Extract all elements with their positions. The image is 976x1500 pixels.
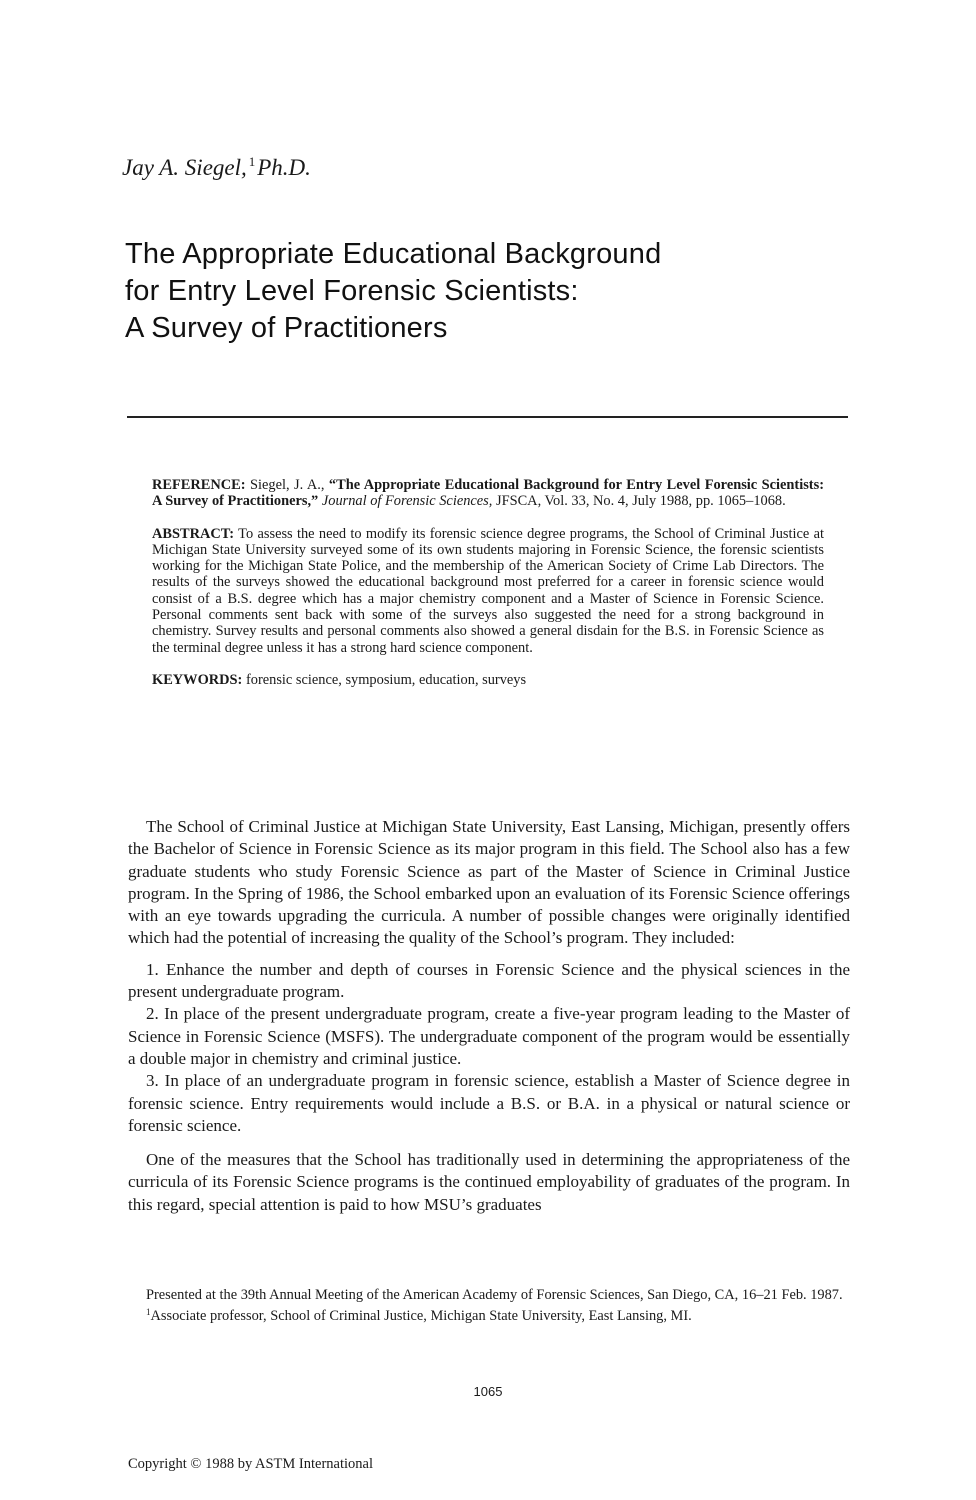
author-line [122,154,311,181]
list-item: 2. In place of the present undergraduate program, create a five-year program leading to the Master of Science in Forensic Science (MSFS). The undergraduate component of the program would be essentially a double major in chemistry and criminal justice. [128,1004,850,1068]
abstract-block [152,526,824,656]
author-degree: Ph.D. [257,155,311,180]
keywords-text: forensic science, symposium, education, surveys [242,671,527,688]
title-line-3: A Survey of Practitioners [125,312,448,344]
closing-paragraph: One of the measures that the School has traditionally used in determining the appropriateness of the curricula of its Forensic Science programs is the continued employability of graduates of the program. In this regard, special attention is paid to how MSU’s graduates [128,1150,850,1214]
page-number: 1065 [473,1384,503,1399]
title-line-2: for Entry Level Forensic Scientists: [125,275,579,307]
author-footnote-mark: 1 [248,154,256,169]
article-title [125,236,825,347]
reference-citation: JFSCA, Vol. 33, No. 4, July 1988, pp. 1065–1068. [492,493,786,510]
reference-authors: Siegel, J. A., [245,477,329,493]
front-matter [152,477,824,704]
reference-label: REFERENCE: [152,477,246,493]
list-item: 1. Enhance the number and depth of courses in Forensic Science and the physical sciences in the present undergraduate program. [128,959,850,1002]
footnote-affiliation-text: Associate professor, School of Criminal Justice, Michigan State University, East Lansing, MI. [150,1307,692,1324]
keywords-label: KEYWORDS: [152,671,243,688]
footnote-presented: Presented at the 39th Annual Meeting of the American Academy of Forensic Sciences, San Diego, CA, 16–21 Feb. 1987. [146,1287,843,1303]
reference-journal: Journal of Forensic Sciences, [318,493,493,510]
abstract-text: To assess the need to modify its forensic science degree programs, the School of Criminal Justice at Michigan State University surveyed some of its own students majoring in Forensic Science, the forensic scientists working for the Michigan State Police, and the membership of the American Society of Crime Lab Directors. The results of the surveys showed the educational background most preferred for a career in forensic science would consist of a B.S. degree which has a major chemistry component and a Master of Science in Forensic Science. Personal comments sent back with some of the surveys also suggested the need for a strong background in chemistry. Survey results and personal comments also showed a general disdain for the B.S. in Forensic Science as the terminal degree unless it has a strong hard science component. [152,525,824,656]
copyright-notice: Copyright © 1988 by ASTM International [128,1456,374,1472]
list-item: 3. In place of an undergraduate program in forensic science, establish a Master of Science degree in forensic science. Entry requirements would include a B.S. or B.A. in a physical or natural science or forensic science. [128,1071,850,1135]
intro-paragraph: The School of Criminal Justice at Michigan State University, East Lansing, Michigan, presently offers the Bachelor of Science in Forensic Science as its major program in this field. The School also has a few graduate students who study Forensic Science as part of the Master of Science in Criminal Justice program. In the Spring of 1986, the School embarked upon an evaluation of its Forensic Science offerings with an eye towards upgrading the curricula. A number of possible changes were originally identified which had the potential of increasing the quality of the School’s program. They included: [128,817,850,948]
reference-block [152,477,824,510]
reference-article-title: “The Appropriate Educational Background for Entry Level Forensic Scientists: A Survey of Practitioners,” [152,477,824,510]
author-name: Jay A. Siegel, [122,155,247,180]
title-rule [127,416,848,418]
footnotes [128,1287,850,1324]
keywords-block [152,672,824,688]
footnote-mark: 1 [146,1306,151,1317]
title-line-1: The Appropriate Educational Background [125,238,662,270]
footnote-affiliation [128,1304,850,1325]
body-text [128,816,850,1216]
abstract-label: ABSTRACT: [152,525,235,542]
